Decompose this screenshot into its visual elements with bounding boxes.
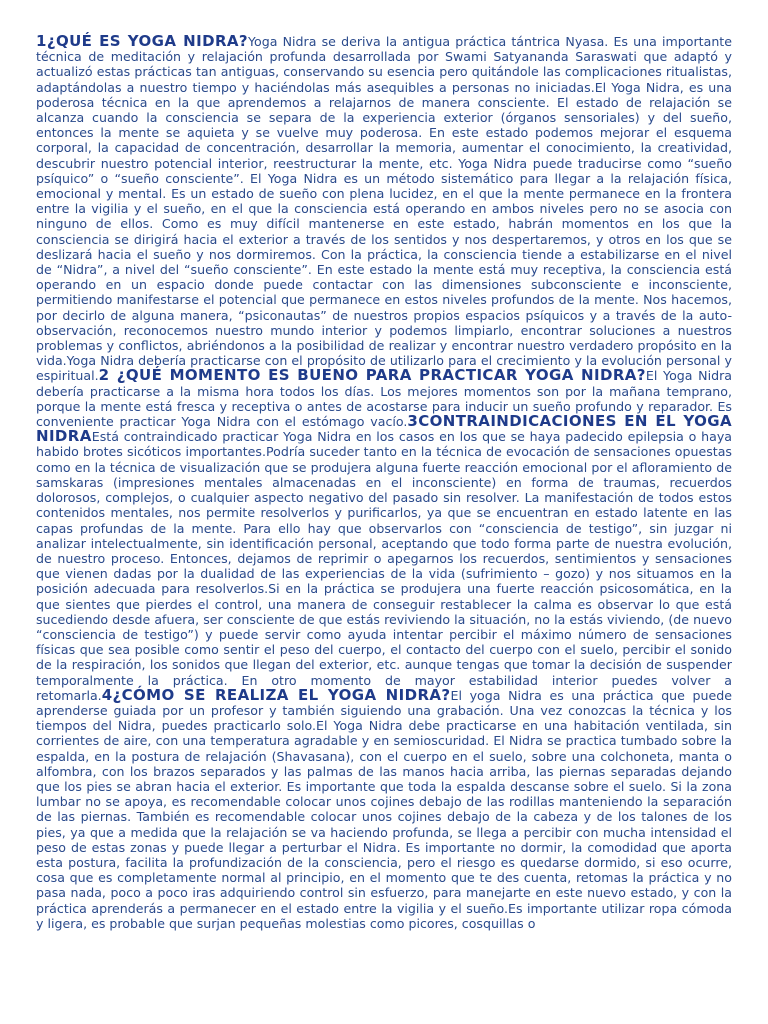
section-1-body: Yoga Nidra se deriva la antigua práctica tántrica Nyasa. Es una importante técnica de meditación y relajación profunda desarrollada por Swami Satyananda Saraswati que adaptó y actualizó estas prácticas tan antiguas, conservando su esencia pero quitándole las complicaciones ritualistas, adaptándolas a nuestro tiempo y haciéndolas más asequibles a personas no iniciadas.El Yoga Nidra, es una poderosa técnica en la que aprendemos a relajarnos de manera consciente. El estado de relajación se alcanza cuando la consciencia se separa de la experiencia exterior (órganos sensoriales) y del sueño, entonces la mente se aquieta y se vuelve muy poderosa. En este estado podemos mejorar el esquema corporal, la capacidad de concentración, desarrollar la memoria, aumentar el conocimiento, la creatividad, descubrir nuestro potencial interior, reestructurar la mente, etc. Yoga Nidra puede traducirse como “sueño psíquico” o “sueño consciente”. El Yoga Nidra es un método sistemático para llegar a la relajación física, emocional y mental. Es un estado de sueño con plena lucidez, en el que la mente permanece en la frontera entre la vigilia y el sueño, en el que la consciencia está operando en ambos niveles pero no se asocia con ninguno de ellos. Como es muy difícil mantenerse en este estado, habrán momentos en los que la consciencia se dirigirá hacia el exterior a través de los sentidos y nos despertaremos, y otros en los que se deslizará hacia el sueño y nos dormiremos. Con la práctica, la consciencia tiende a estabilizarse en el nivel de “Nidra”, a nivel del “sueño consciente”. En este estado la mente está muy receptiva, la consciencia está operando en un espacio donde puede contactar con las dimensiones subconsciente e inconsciente, permitiendo manifestarse el potencial que permanece en estos niveles profundos de la mente. Nos hacemos, por decirlo de alguna manera, “psiconautas” de nuestros propios espacios psíquicos y a través de la auto-observación, reconocemos nuestro mundo interior y podemos limpiarlo, encontrar soluciones a nuestros problemas y conflictos, abriéndonos a la posibilidad de realizar y encontrar nuestro verdadero propósito en la vida.Yoga Nidra debería practicarse con el propósito de utilizarlo para el crecimiento y la evolución personal y espiritual. (36, 34, 732, 384)
section-4-body: El yoga Nidra es una práctica que puede aprenderse guiada por un profesor y también siguiendo una grabación. Una vez conozcas la técnica y los tiempos del Nidra, puedes practicarlo solo.El Yoga Nidra debe practicarse en una habitación ventilada, sin corrientes de aire, con una temperatura agradable y en semioscuridad. El Nidra se practica tumbado sobre la espalda, en la postura de relajación (Shavasana), con el cuerpo en el suelo, sobre una colchoneta, manta o alfombra, con los brazos separados y las palmas de las manos hacia arriba, las piernas separadas dejando que los pies se abran hacia el exterior. Es importante que toda la espalda descanse sobre el suelo. Si la zona lumbar no se apoya, es recomendable colocar unos cojines debajo de las rodillas manteniendo la separación de las piernas. También es recomendable colocar unos cojines debajo de la cabeza y de los talones de los pies, ya que a medida que la relajación se va haciendo profunda, se llega a percibir con mucha intensidad el peso de estas zonas y puede llegar a perturbar el Nidra. Es importante no dormir, la comodidad que aporta esta postura, facilita la profundización de la consciencia, pero el riesgo es quedarse dormido, si eso ocurre, cosa que es completamente normal al principio, en el momento que te des cuenta, retomas la práctica y no pasa nada, poco a poco iras adquiriendo control sin esfuerzo, para manejarte en este nuevo estado, y con la práctica aprenderás a permanecer en el estado entre la vigilia y el sueño.Es importante utilizar ropa cómoda y ligera, es probable que surjan pequeñas molestias como picores, cosquillas o (36, 687, 732, 931)
section-3-heading: 3CONTRAINDICACIONES EN EL YOGA NIDRA (36, 412, 732, 446)
section-4-heading: 4¿CÓMO SE REALIZA EL YOGA NIDRA? (101, 685, 451, 704)
section-1-heading: 1¿QUÉ ES YOGA NIDRA? (36, 32, 249, 50)
document-body (36, 34, 732, 931)
section-2-heading: 2 ¿QUÉ MOMENTO ES BUENO PARA PRACTICAR YOGA NIDRA? (98, 366, 646, 385)
section-3-body: Está contraindicado practicar Yoga Nidra en los casos en los que se haya padecido epilepsia o haya habido brotes sicóticos importantes.Podría suceder tanto en la técnica de evocación de sensaciones opuestas como en la técnica de visualización que se produjera alguna fuerte reacción emocional por el afloramiento de samskaras (impresiones mentales almacenadas en el inconsciente) en forma de traumas, recuerdos dolorosos, complejos, o cualquier aspecto negativo del pasado sin resolver. La manifestación de todos estos contenidos mentales, nos permite resolverlos y purificarlos, ya que se encuentran en estado latente en las capas profundas de la mente. Para ello hay que observarlos con “consciencia de testigo”, sin juzgar ni analizar intelectualmente, sin identificación personal, aceptando que todo forma parte de nuestra evolución, de nuestro proceso. Entonces, dejamos de reprimir o apegarnos los recuerdos, sentimientos y sensaciones que vienen dadas por la dualidad de las experiencias de la vida (sufrimiento – gozo) y nos situamos en la posición adecuada para resolverlos.Si en la práctica se produjera una fuerte reacción psicosomática, en la que sientes que pierdes el control, una manera de conseguir restablecer la calma es observar lo que está sucediendo desde afuera, ser consciente de que estás reviviendo la situación, no la estás viviendo, (de nuevo “consciencia de testigo”) y puede servir como ayuda intentar percibir el máximo número de sensaciones físicas que sea posible como sentir el peso del cuerpo, el contacto del cuerpo con el suelo, percibir el sonido de la respiración, los sonidos que llegan del exterior, etc. aunque tengas que tomar la decisión de suspender temporalmente la práctica. En otro momento de mayor estabilidad interior puedes volver a retomarla. (36, 429, 732, 703)
section-2-body: El Yoga Nidra debería practicarse a la misma hora todos los días. Los mejores momentos son por la mañana temprano, porque la mente está fresca y receptiva o antes de acostarse para inducir un sueño profundo y reparador. Es conveniente practicar Yoga Nidra con el estómago vacío. (36, 368, 732, 430)
